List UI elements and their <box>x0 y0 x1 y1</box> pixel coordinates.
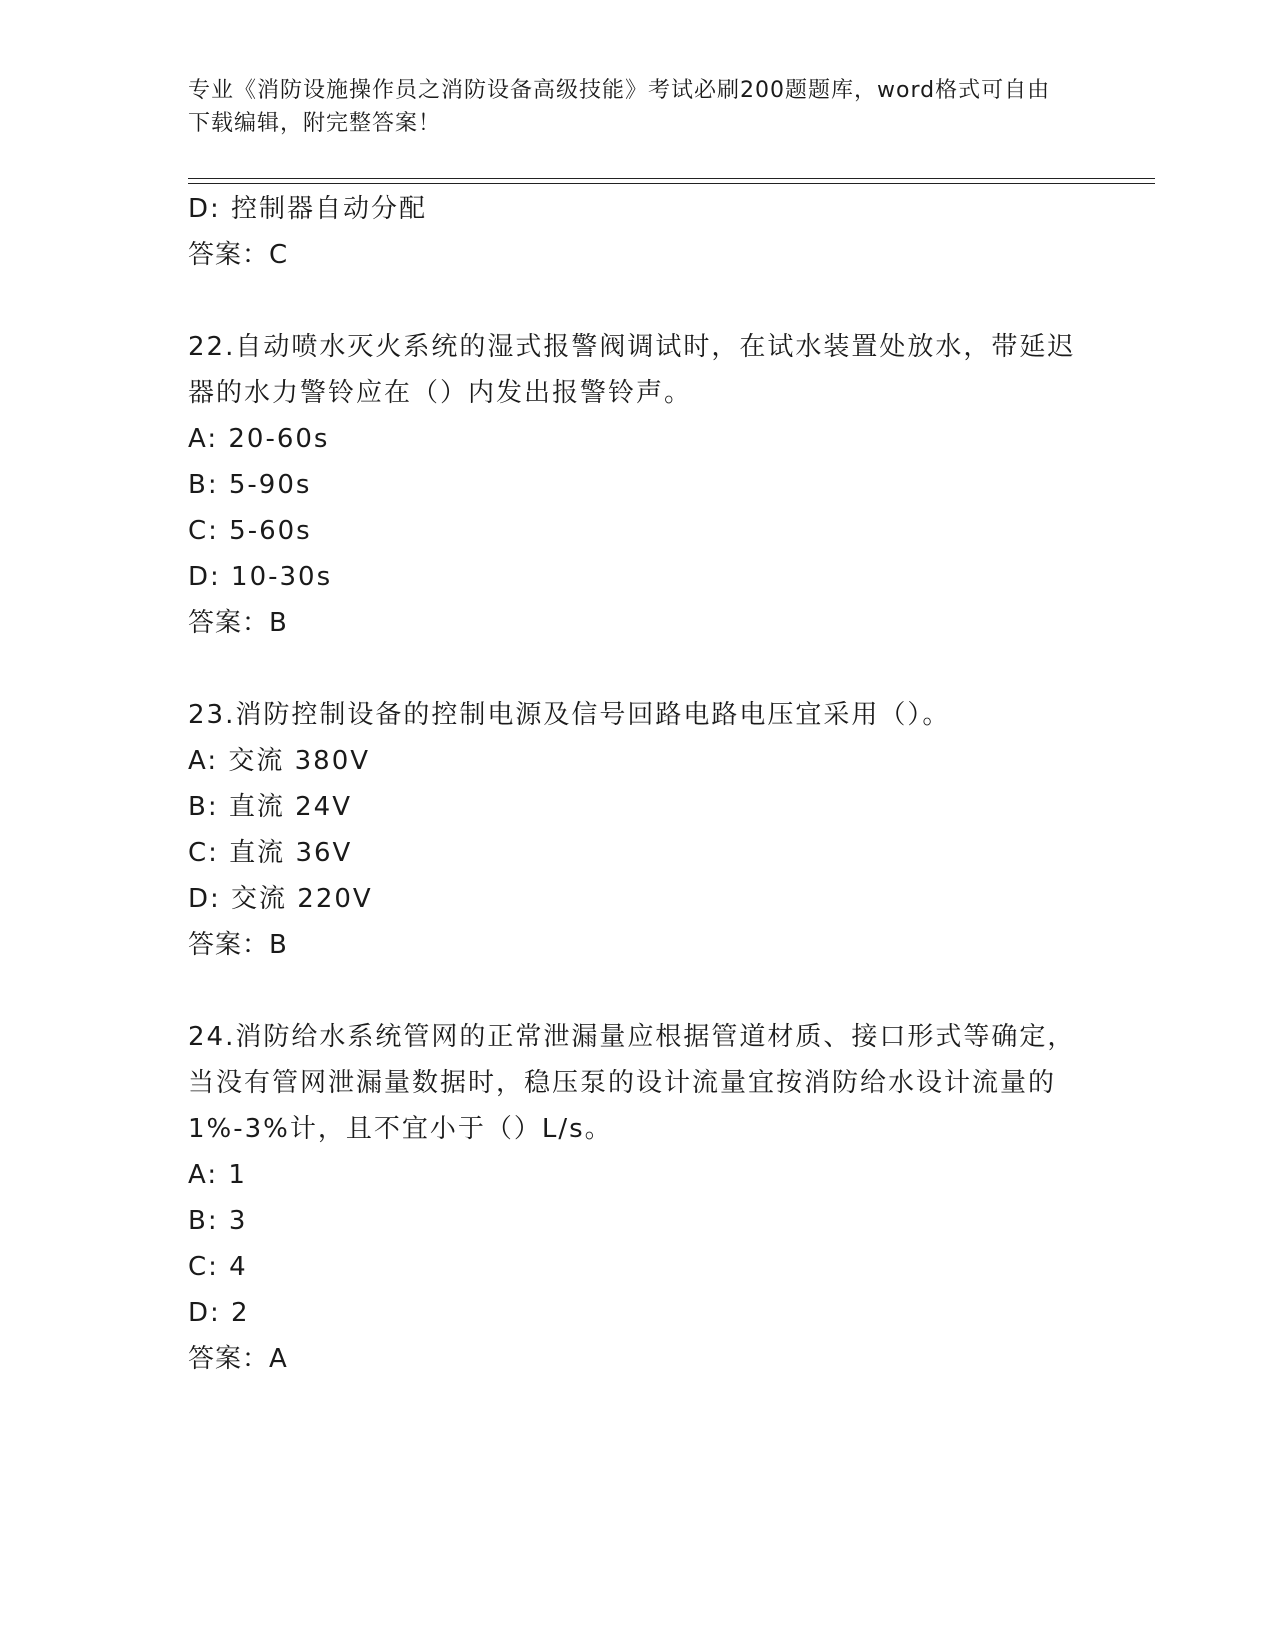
answer: 答案：A <box>188 1344 288 1374</box>
option-c: C: 直流 36V <box>188 838 353 868</box>
header-rule-top <box>188 178 1155 179</box>
option-c: C: 4 <box>188 1252 248 1282</box>
option-b: B: 3 <box>188 1206 248 1236</box>
option-a: A: 1 <box>188 1160 247 1190</box>
option-d: D: 10-30s <box>188 562 333 592</box>
option-b: B: 直流 24V <box>188 792 352 822</box>
answer: 答案：B <box>188 608 288 638</box>
question-stem-22: 22.自动喷水灭火系统的湿式报警阀调试时，在试水装置处放水，带延迟器的水力警铃应在（）内发出报警铃声。 <box>188 332 1076 408</box>
spacer <box>188 646 1088 692</box>
spacer <box>188 968 1088 1014</box>
question-stem-24: 24.消防给水系统管网的正常泄漏量应根据管道材质、接口形式等确定，当没有管网泄漏量数据时，稳压泵的设计流量宜按消防给水设计流量的1%-3%计，且不宜小于（）L/s。 <box>188 1022 1076 1144</box>
header-rule-bottom <box>188 183 1155 184</box>
question-stem-23: 23.消防控制设备的控制电源及信号回路电路电压宜采用（）。 <box>188 700 951 730</box>
spacer <box>188 278 1088 324</box>
question-content <box>188 186 1088 1382</box>
option-d: D: 控制器自动分配 <box>188 194 428 224</box>
answer: 答案：C <box>188 240 289 270</box>
document-header: 专业《消防设施操作员之消防设备高级技能》考试必刷200题题库，word格式可自由下载编辑，附完整答案！ <box>188 78 1051 136</box>
answer: 答案：B <box>188 930 288 960</box>
option-c: C: 5-60s <box>188 516 312 546</box>
option-d: D: 2 <box>188 1298 250 1328</box>
option-d: D: 交流 220V <box>188 884 373 914</box>
option-a: A: 交流 380V <box>188 746 371 776</box>
option-a: A: 20-60s <box>188 424 330 454</box>
option-b: B: 5-90s <box>188 470 312 500</box>
